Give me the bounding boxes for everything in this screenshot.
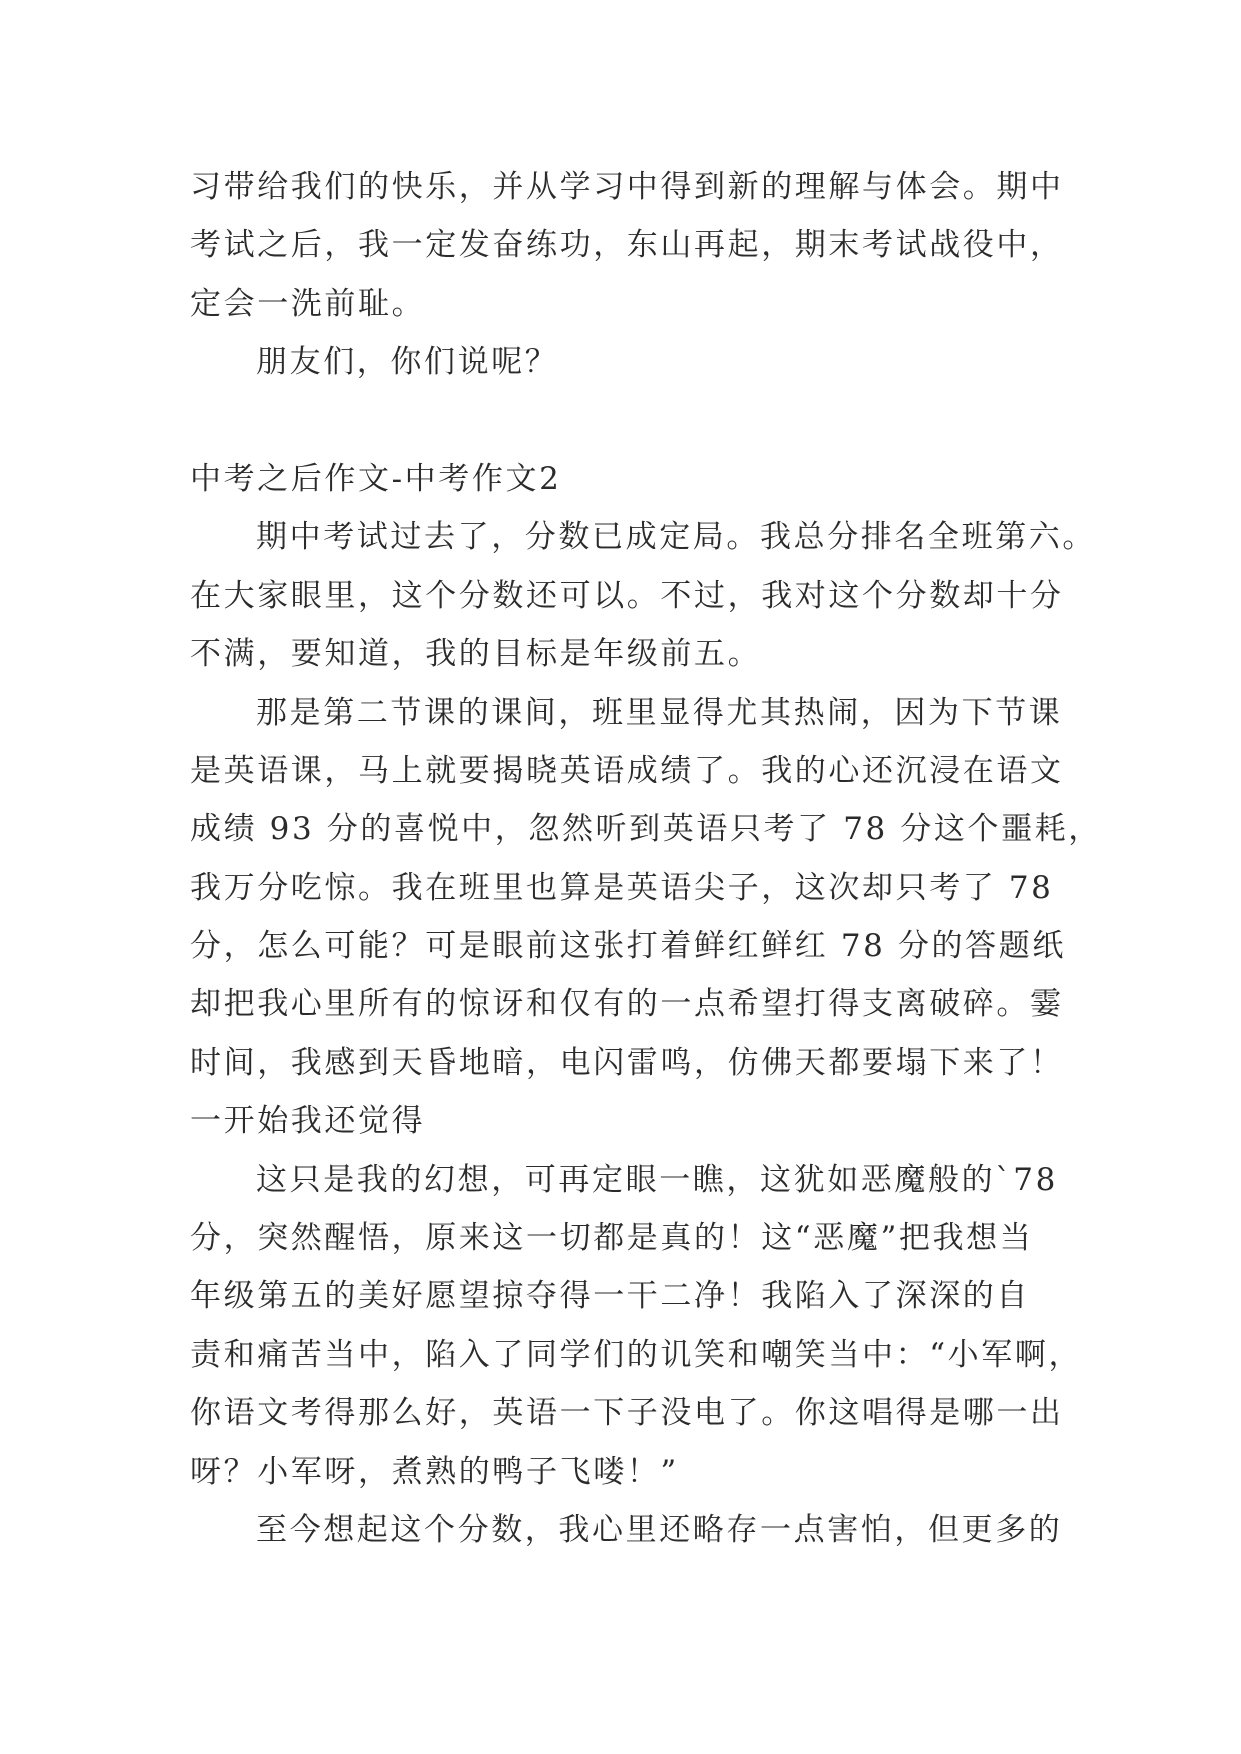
text-line: 年级第五的美好愿望掠夺得一干二净！我陷入了深深的自 <box>190 1278 1030 1315</box>
text-line: 那是第二节课的课间，班里显得尤其热闹，因为下节课 <box>256 694 1063 731</box>
text-line: 责和痛苦当中，陷入了同学们的讥笑和嘲笑当中：“小军啊， <box>190 1336 1083 1373</box>
text-line: 朋友们，你们说呢？ <box>256 344 559 381</box>
section-heading: 中考之后作文-中考作文2 <box>190 460 562 497</box>
text-line: 你语文考得那么好，英语一下子没电了。你这唱得是哪一出 <box>190 1395 1064 1432</box>
text-line: 是英语课，马上就要揭晓英语成绩了。我的心还沉浸在语文 <box>190 752 1064 789</box>
text-line: 成绩 93 分的喜悦中，忽然听到英语只考了 78 分这个噩耗， <box>190 811 1102 848</box>
text-line: 时间，我感到天昏地暗，电闪雷鸣，仿佛天都要塌下来了！ <box>190 1044 1064 1081</box>
blank-line <box>190 392 1075 450</box>
text-line: 却把我心里所有的惊讶和仅有的一点希望打得支离破碎。霎 <box>190 986 1064 1023</box>
text-line: 分，怎么可能？可是眼前这张打着鲜红鲜红 78 分的答题纸 <box>190 928 1066 965</box>
text-line: 考试之后，我一定发奋练功，东山再起，期末考试战役中， <box>190 227 1064 264</box>
text-line: 期中考试过去了，分数已成定局。我总分排名全班第六。 <box>256 519 1096 556</box>
text-line: 我万分吃惊。我在班里也算是英语尖子，这次却只考了 78 <box>190 869 1054 906</box>
text-line: 不满，要知道，我的目标是年级前五。 <box>190 636 762 673</box>
text-line: 一开始我还觉得 <box>190 1103 426 1140</box>
text-line: 呀？小军呀，煮熟的鸭子飞喽！” <box>190 1453 679 1490</box>
text-line: 分，突然醒悟，原来这一切都是真的！这“恶魔”把我想当 <box>190 1220 1034 1257</box>
text-line: 定会一洗前耻。 <box>190 285 426 322</box>
text-line: 习带给我们的快乐，并从学习中得到新的理解与体会。期中 <box>190 169 1064 205</box>
text-line: 至今想起这个分数，我心里还略存一点害怕，但更多的 <box>256 1511 1063 1548</box>
text-line: 这只是我的幻想，可再定眼一瞧，这犹如恶魔般的`78 <box>256 1161 1058 1198</box>
text-line: 在大家眼里，这个分数还可以。不过，我对这个分数却十分 <box>190 577 1064 614</box>
document-body <box>190 158 1102 1559</box>
